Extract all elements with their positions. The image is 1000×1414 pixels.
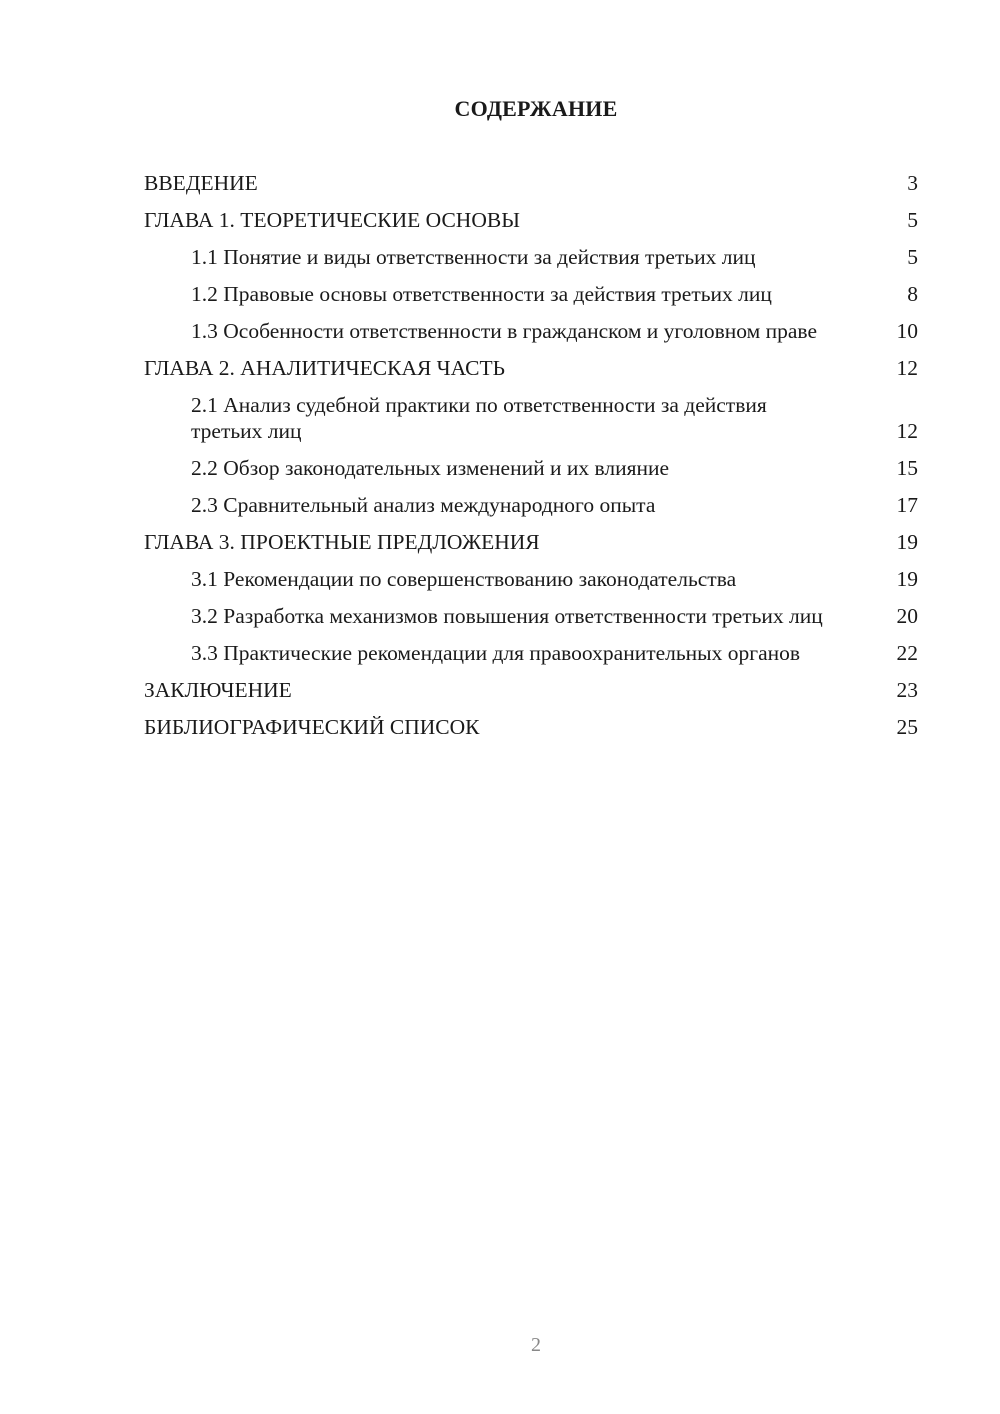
toc-subentry[interactable] [191, 318, 920, 344]
toc-entry-page: 22 [896, 641, 918, 665]
toc-entry-page: 8 [907, 282, 918, 306]
toc-entry-page: 17 [896, 493, 918, 517]
toc-subentry[interactable] [191, 244, 920, 270]
toc-entry-page: 25 [896, 715, 918, 739]
toc-entry-page: 10 [896, 319, 918, 343]
toc-subentry[interactable] [191, 566, 920, 592]
toc-entry-page: 15 [896, 456, 918, 480]
toc-subentry[interactable] [191, 392, 920, 444]
toc-entry-title: ВВЕДЕНИЕ [144, 171, 258, 195]
toc-entry-page: 3 [907, 171, 918, 195]
toc-entry-title: 1.3 Особенности ответственности в гражданском и уголовном праве [191, 319, 817, 343]
toc-entry-title: 1.2 Правовые основы ответственности за действия третьих лиц [191, 282, 772, 306]
toc-entry-page: 20 [896, 604, 918, 628]
toc-entry-page: 5 [907, 245, 918, 269]
toc-entry-title: 3.3 Практические рекомендации для правоохранительных органов [191, 641, 801, 665]
toc-entry-page: 5 [907, 208, 918, 232]
toc-entry-title: 1.1 Понятие и виды ответственности за действия третьих лиц [191, 245, 756, 269]
toc-entry[interactable] [144, 529, 920, 555]
toc-entry[interactable] [144, 355, 920, 381]
toc-entry[interactable] [144, 207, 920, 233]
toc-entry-title: 3.2 Разработка механизмов повышения ответственности третьих лиц [191, 604, 823, 628]
toc-entry-title: 2.2 Обзор законодательных изменений и их влияние [191, 456, 670, 480]
toc-subentry[interactable] [191, 455, 920, 481]
toc-entry-title: ЗАКЛЮЧЕНИЕ [144, 678, 292, 702]
toc-subentry[interactable] [191, 640, 920, 666]
toc-entry-title: 2.1 Анализ судебной практики по ответственности за действия третьих лиц [191, 393, 767, 443]
toc-entry-page: 12 [896, 356, 918, 380]
toc-subentry[interactable] [191, 603, 920, 629]
toc-subentry[interactable] [191, 281, 920, 307]
toc-entry-title: ГЛАВА 1. ТЕОРЕТИЧЕСКИЕ ОСНОВЫ [144, 208, 520, 232]
page-title: СОДЕРЖАНИЕ [454, 96, 618, 121]
toc-entry[interactable] [144, 170, 920, 196]
toc-entry-page: 12 [896, 419, 918, 443]
toc-entry-title: БИБЛИОГРАФИЧЕСКИЙ СПИСОК [144, 715, 480, 739]
toc-entry-title: ГЛАВА 3. ПРОЕКТНЫЕ ПРЕДЛОЖЕНИЯ [144, 530, 540, 554]
toc-entry-title: 2.3 Сравнительный анализ международного опыта [191, 493, 656, 517]
toc-entry-title: ГЛАВА 2. АНАЛИТИЧЕСКАЯ ЧАСТЬ [144, 356, 505, 380]
page-number: 2 [531, 1334, 541, 1356]
toc-entry[interactable] [144, 677, 920, 703]
toc-subentry[interactable] [191, 492, 920, 518]
toc-entry-page: 19 [896, 567, 918, 591]
toc-entry-page: 23 [896, 678, 918, 702]
toc-entry-title: 3.1 Рекомендации по совершенствованию законодательства [191, 567, 737, 591]
table-of-contents [144, 170, 920, 751]
toc-entry[interactable] [144, 714, 920, 740]
toc-entry-page: 19 [896, 530, 918, 554]
